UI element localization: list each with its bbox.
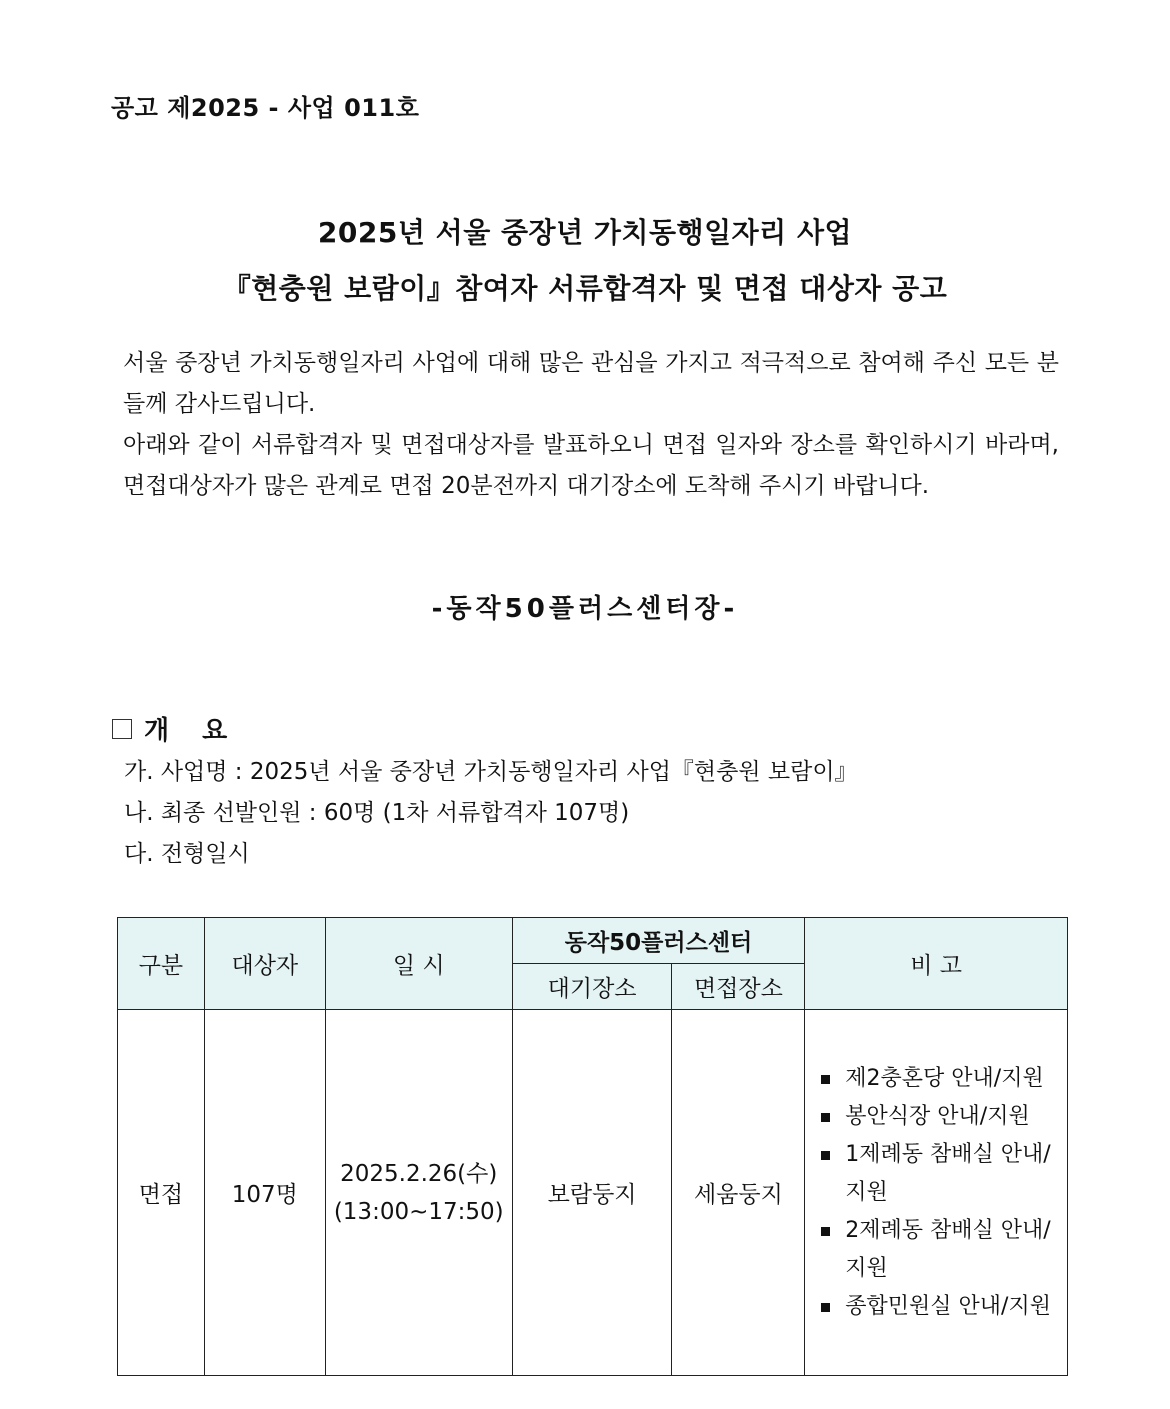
intro-paragraph-2: 아래와 같이 서류합격자 및 면접대상자를 발표하오니 면접 일자와 장소를 확인하시기 바라며, 면접대상자가 많은 관계로 면접 20분전까지 대기장소에 도착해 주시기 바랍니다.	[123, 432, 1059, 499]
cell-remarks	[805, 1010, 1068, 1376]
remarks-item: 2제례동 참배실 안내/지원	[819, 1212, 1067, 1288]
cell-date: 2025.2.26(수)	[340, 1160, 498, 1187]
title-line-1: 2025년 서울 중장년 가치동행일자리 사업	[317, 216, 853, 249]
cell-time: (13:00~17:50)	[333, 1198, 504, 1225]
overview-item-final-selection: 나. 최종 선발인원 : 60명 (1차 서류합격자 107명)	[124, 800, 630, 826]
remarks-item: 종합민원실 안내/지원	[819, 1288, 1067, 1326]
cell-category: 면접	[118, 1010, 205, 1376]
cell-datetime	[325, 1010, 512, 1376]
overview-item-project-name: 가. 사업명 : 2025년 서울 중장년 가치동행일자리 사업『현충원 보람이』	[124, 759, 858, 785]
header-waiting-place: 대기장소	[512, 964, 672, 1010]
remarks-item: 제2충혼당 안내/지원	[819, 1060, 1067, 1098]
intro-text	[111, 343, 1059, 507]
checkbox-icon	[112, 719, 132, 739]
intro-paragraph-1: 서울 중장년 가치동행일자리 사업에 대해 많은 관심을 가지고 적극적으로 참여해 주신 모든 분들께 감사드립니다.	[123, 350, 1059, 417]
notice-number: 공고 제2025 - 사업 011호	[111, 94, 420, 122]
cell-interview-place: 세움둥지	[672, 1010, 805, 1376]
header-category: 구분	[118, 918, 205, 1010]
header-center: 동작50플러스센터	[512, 918, 805, 964]
remarks-item: 봉안식장 안내/지원	[819, 1098, 1067, 1136]
overview-heading-label: 개 요	[144, 716, 240, 746]
document-title	[0, 205, 1170, 317]
remarks-item: 1제례동 참배실 안내/지원	[819, 1136, 1067, 1212]
overview-list	[124, 752, 858, 875]
header-target: 대상자	[204, 918, 325, 1010]
header-remarks: 비 고	[805, 918, 1068, 1010]
header-interview-place: 면접장소	[672, 964, 805, 1010]
overview-heading	[112, 710, 239, 747]
header-datetime: 일 시	[325, 918, 512, 1010]
interview-schedule-table	[117, 917, 1068, 1376]
issuer-signature: -동작50플러스센터장-	[431, 594, 739, 624]
cell-target: 107명	[204, 1010, 325, 1376]
cell-waiting-place: 보람둥지	[512, 1010, 672, 1376]
remarks-list	[819, 1060, 1067, 1326]
table-row	[118, 1010, 1068, 1376]
title-line-2: 『현충원 보람이』참여자 서류합격자 및 면접 대상자 공고	[222, 272, 948, 305]
overview-item-schedule: 다. 전형일시	[124, 841, 250, 867]
